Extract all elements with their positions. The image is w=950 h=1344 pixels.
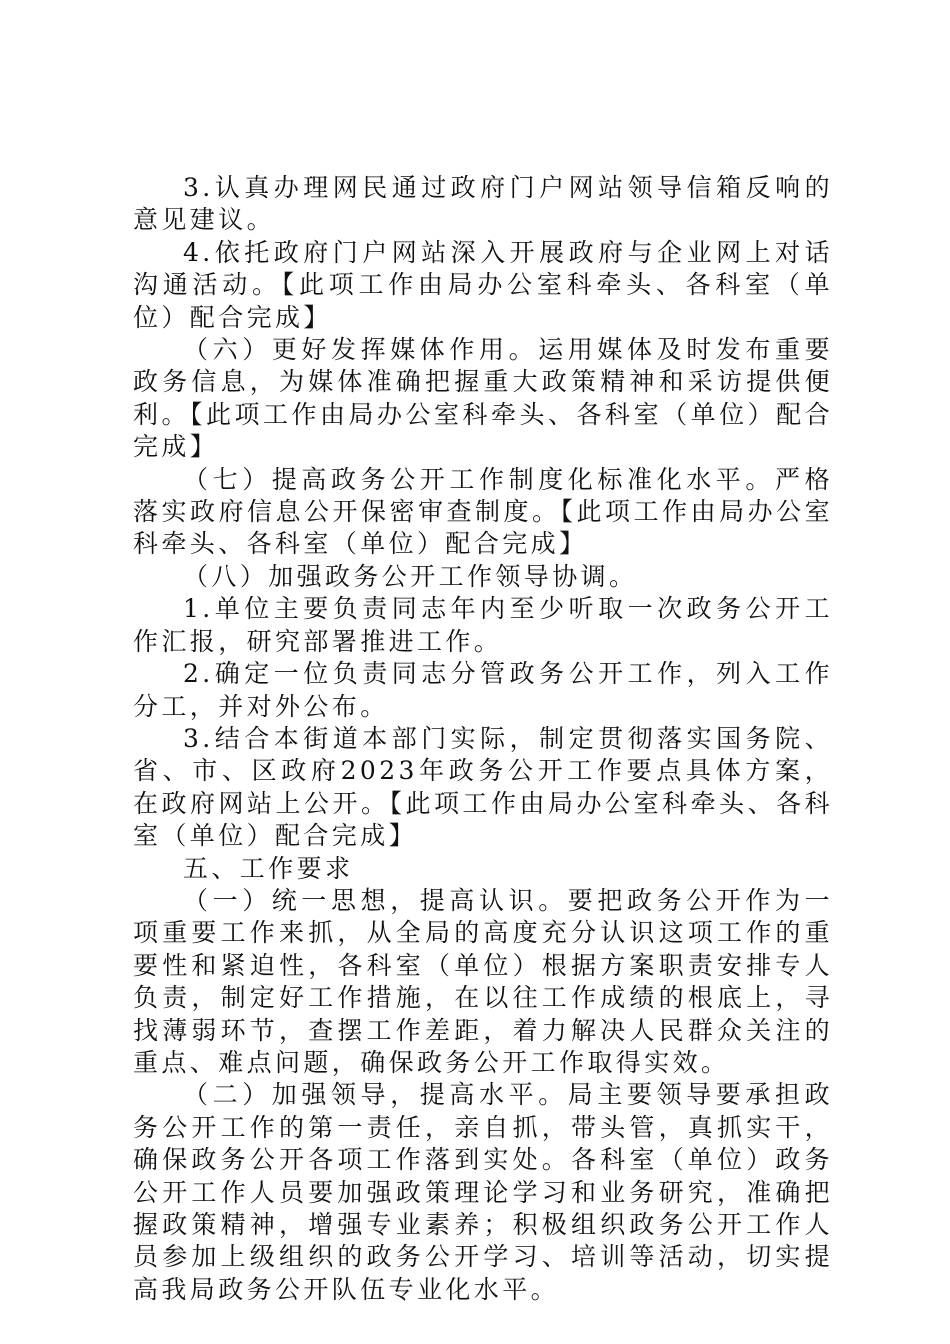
paragraph-section-6-media: （六）更好发挥媒体作用。运用媒体及时发布重要政务信息，为媒体准确把握重大政策精神和采访提供便利。【此项工作由局办公室科牵头、各科室（单位）配合完成】 [133,335,833,462]
paragraph-requirement-1: （一）统一思想，提高认识。要把政务公开作为一项重要工作来抓，从全局的高度充分认识这项工作的重要性和紧迫性，各科室（单位）根据方案职责安排专人负责，制定好工作措施，在以往工作成绩的根底上，寻找薄弱环节，查摆工作差距，着力解决人民群众关注的重点、难点问题，确保政务公开工作取得实效。 [133,885,833,1077]
paragraph-item-3-plan: 3.结合本街道本部门实际，制定贯彻落实国务院、省、市、区政府2023年政务公开工作要点具体方案，在政府网站上公开。【此项工作由局办公室科牵头、各科室（单位）配合完成】 [133,723,833,851]
paragraph-item-2-assignment: 2.确定一位负责同志分管政务公开工作，列入工作分工，并对外公布。 [133,659,833,721]
paragraph-requirement-2: （二）加强领导，提高水平。局主要领导要承担政务公开工作的第一责任，亲自抓，带头管，真抓实干，确保政务公开各项工作落到实处。各科室（单位）政务公开工作人员要加强政策理论学习和业务研究，准确把握政策精神，增强专业素养；积极组织政务公开工作人员参加上级组织的政务公开学习、培训等活动，切实提高我局政务公开队伍专业化水平。 [133,1080,833,1304]
paragraph-item-3-mailbox: 3.认真办理网民通过政府门户网站领导信箱反响的意见建议。 [133,173,833,235]
paragraph-item-4-online-dialogue: 4.依托政府门户网站深入开展政府与企业网上对话沟通活动。【此项工作由局办公室科牵头、各科室（单位）配合完成】 [133,237,833,332]
paragraph-section-8-coordination: （八）加强政务公开工作领导协调。 [183,561,638,591]
paragraph-section-7-standardization: （七）提高政务公开工作制度化标准化水平。严格落实政府信息公开保密审查制度。【此项工作由局办公室科牵头、各科室（单位）配合完成】 [133,464,833,559]
paragraph-item-1-reporting: 1.单位主要负责同志年内至少听取一次政务公开工作汇报，研究部署推进工作。 [133,594,833,656]
section-heading-work-requirements: 五、工作要求 [183,853,354,883]
document-body [133,172,833,1306]
